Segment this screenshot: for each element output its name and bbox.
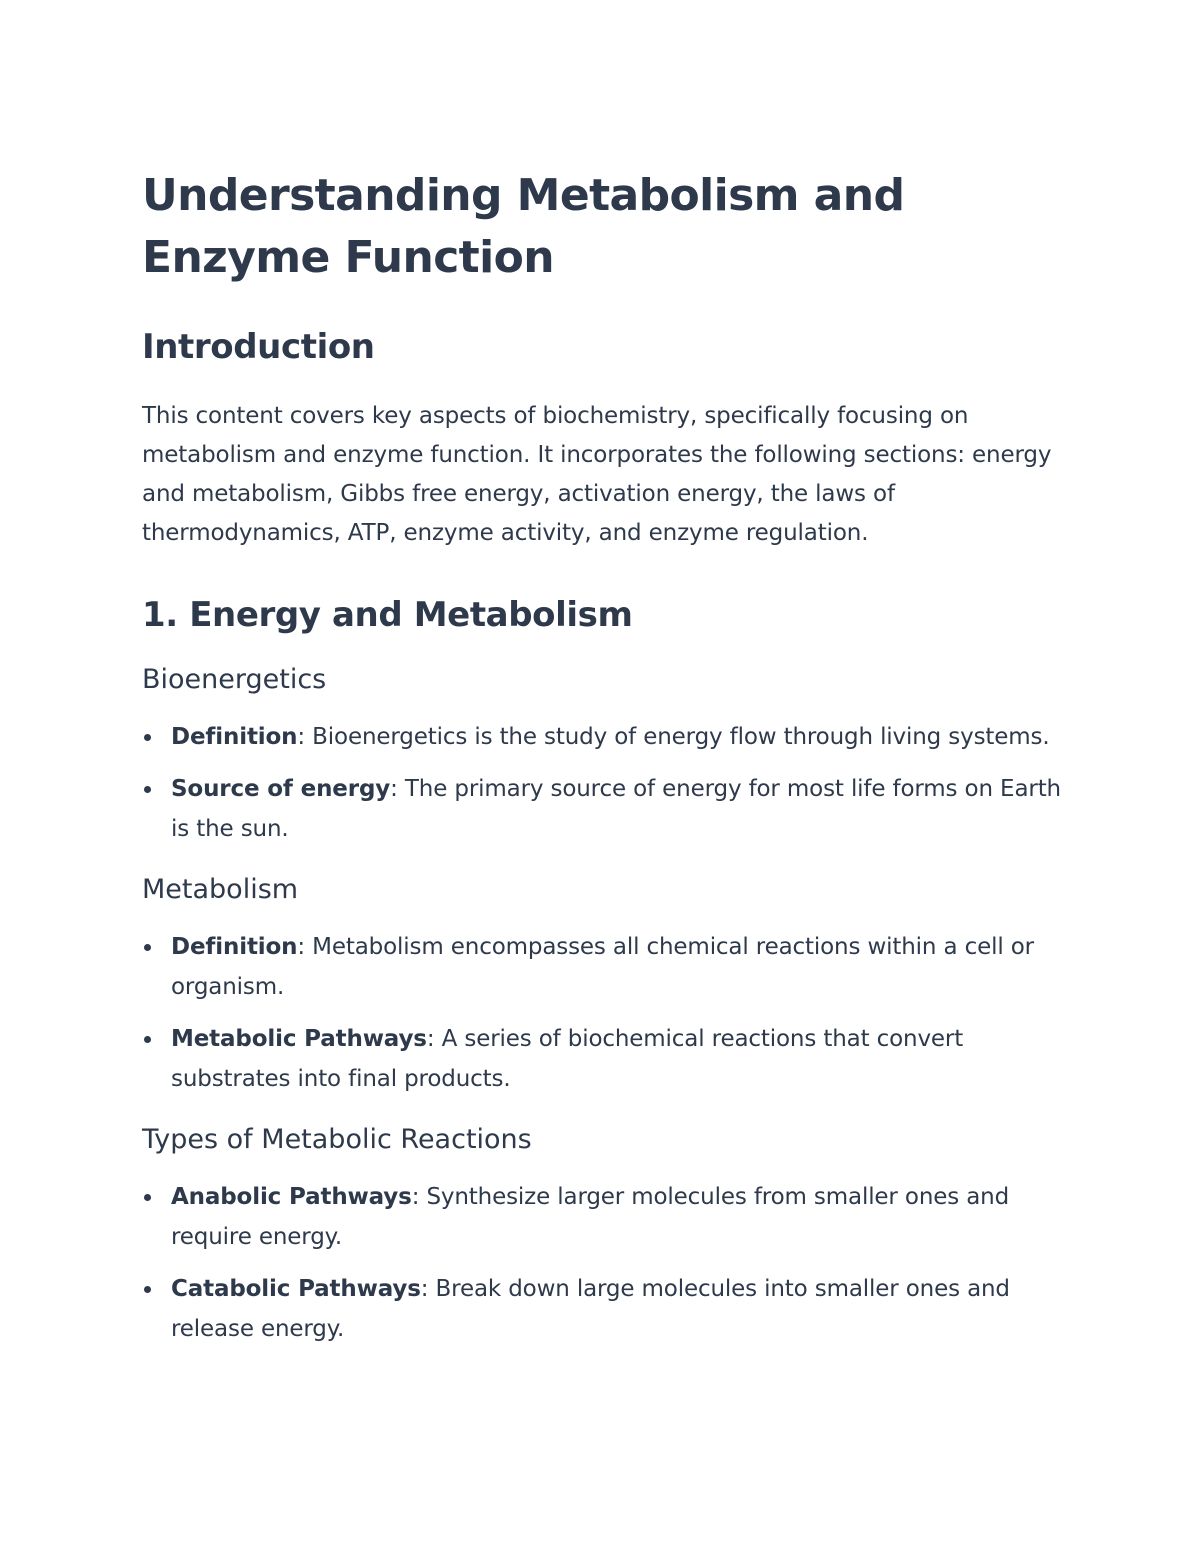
list-item <box>142 1177 1062 1257</box>
list-item-term: Definition <box>171 724 298 750</box>
list-item-term: Anabolic Pathways <box>171 1184 412 1210</box>
list-item-term: Source of energy <box>171 776 391 802</box>
list-item <box>142 1269 1062 1349</box>
bioenergetics-list <box>142 717 1062 849</box>
bioenergetics-heading: Bioenergetics <box>142 664 327 695</box>
list-item-text: : Metabolism encompasses all chemical reactions within a cell or organism. <box>171 934 1034 1000</box>
bullet-icon <box>144 944 151 951</box>
document-body <box>142 165 1062 1349</box>
list-item-term: Catabolic Pathways <box>171 1276 421 1302</box>
bullet-icon <box>144 1036 151 1043</box>
list-item <box>142 769 1062 849</box>
list-item-text: : Synthesize larger molecules from smaller ones and require energy. <box>171 1184 1010 1250</box>
metabolism-heading: Metabolism <box>142 874 299 905</box>
document-title: Understanding Metabolism and Enzyme Function <box>142 170 905 283</box>
metabolic-reactions-list <box>142 1177 1062 1349</box>
metabolism-list <box>142 927 1062 1099</box>
list-item-text: : Break down large molecules into smaller ones and release energy. <box>171 1276 1010 1342</box>
list-item <box>142 927 1062 1007</box>
bullet-icon <box>144 786 151 793</box>
introduction-heading: Introduction <box>142 327 375 367</box>
list-item <box>142 1019 1062 1099</box>
bullet-icon <box>144 1194 151 1201</box>
list-item-text: : A series of biochemical reactions that convert substrates into final products. <box>171 1026 964 1092</box>
metabolic-reactions-heading: Types of Metabolic Reactions <box>142 1124 532 1155</box>
bullet-icon <box>144 1286 151 1293</box>
introduction-paragraph: This content covers key aspects of biochemistry, specifically focusing on metabolism and enzyme function. It incorporates the following sections: energy and metabolism, Gibbs free energy, activation energy, the laws of thermodynamics, ATP, enzyme activity, and enzyme regulation. <box>142 403 1052 546</box>
bullet-icon <box>144 734 151 741</box>
list-item <box>142 717 1062 757</box>
section-energy-metabolism-heading: 1. Energy and Metabolism <box>142 595 633 635</box>
list-item-text: : The primary source of energy for most life forms on Earth is the sun. <box>171 776 1061 842</box>
list-item-term: Metabolic Pathways <box>171 1026 427 1052</box>
list-item-term: Definition <box>171 934 298 960</box>
list-item-text: : Bioenergetics is the study of energy flow through living systems. <box>297 724 1050 750</box>
